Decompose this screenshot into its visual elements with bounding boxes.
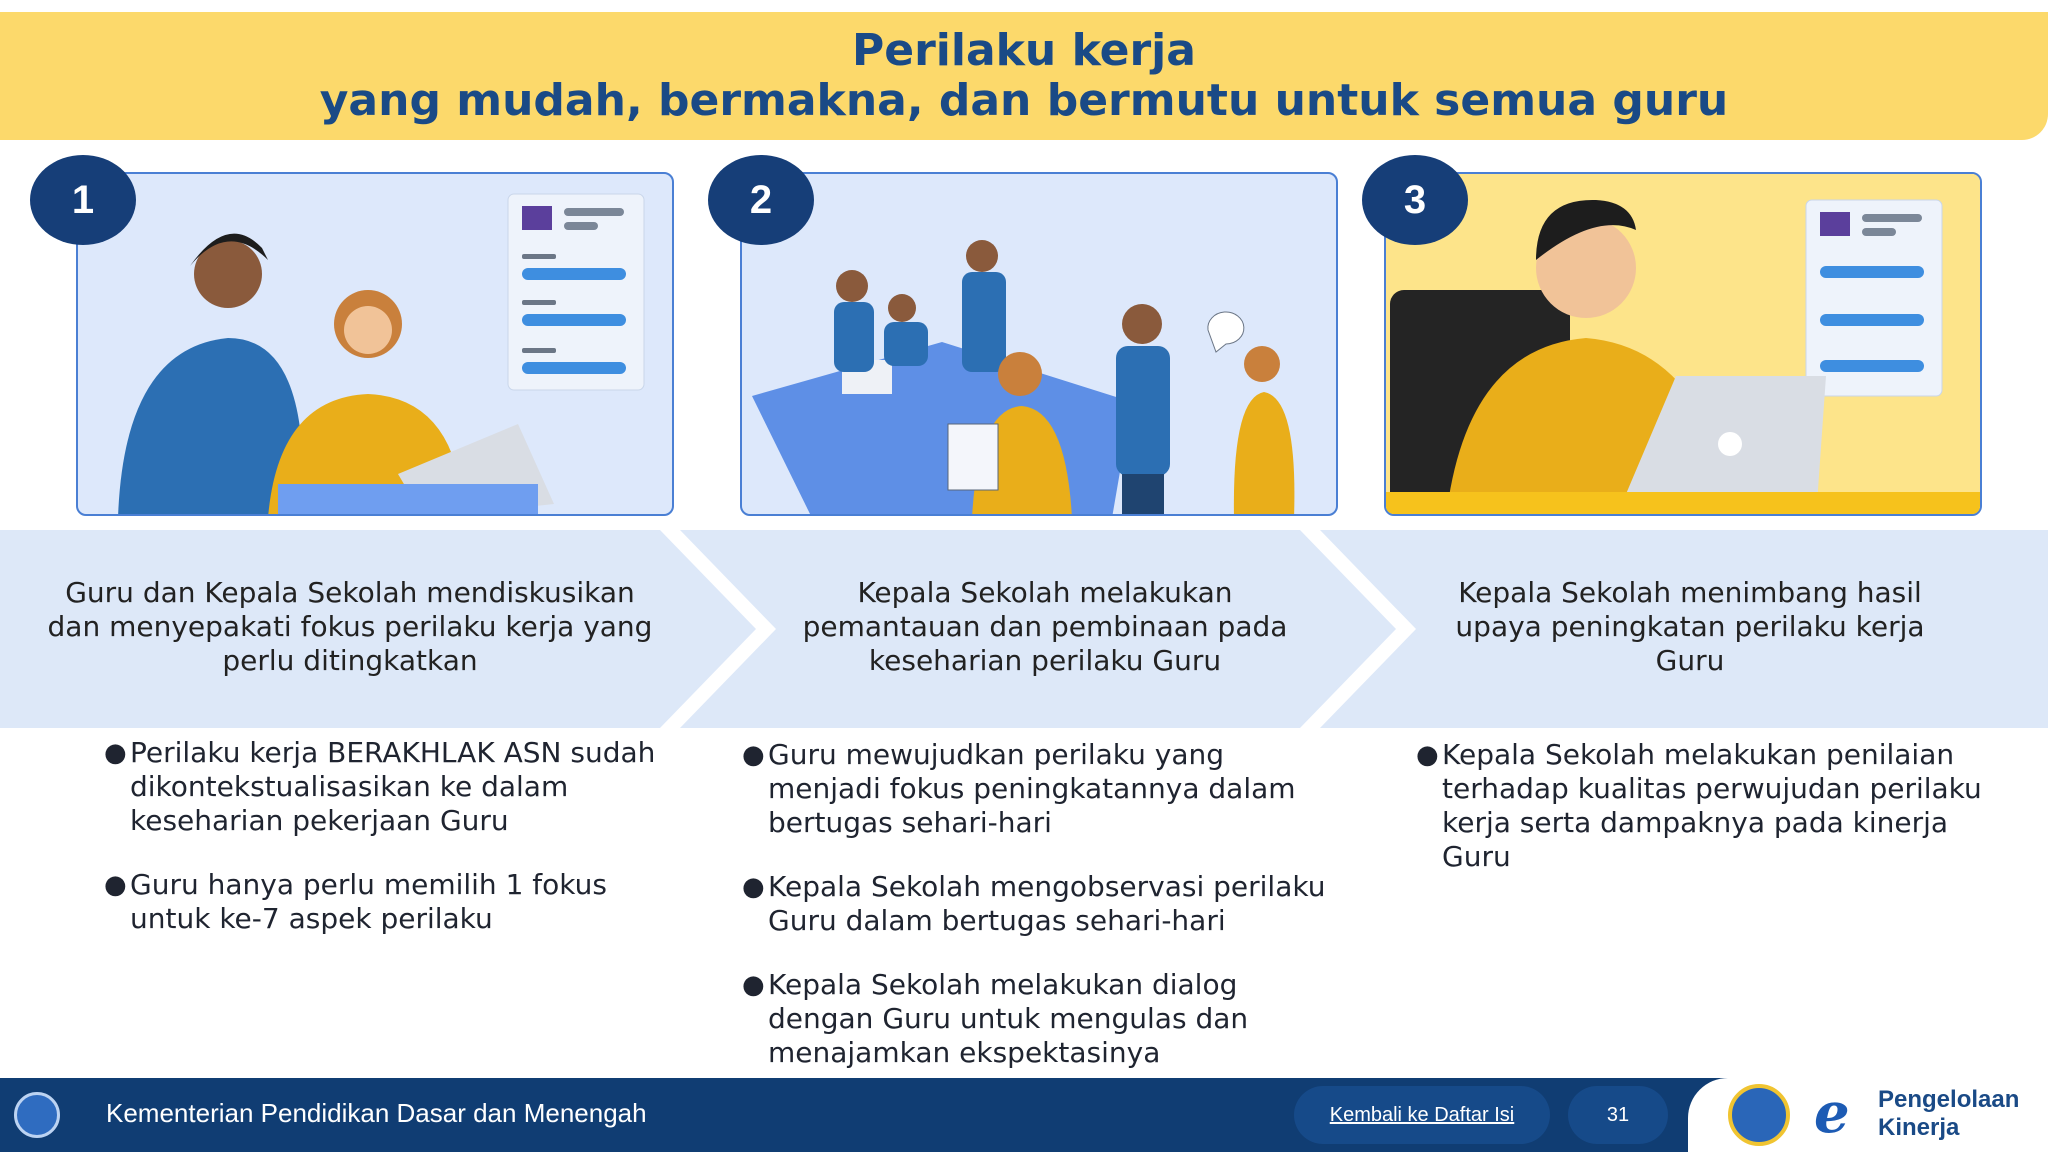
monitoring-illustration bbox=[742, 174, 1338, 516]
illustration-step-1 bbox=[76, 172, 674, 516]
brand-name bbox=[1878, 1086, 2019, 1142]
step-2-bullets bbox=[742, 738, 1336, 1100]
step-badge-2: 2 bbox=[708, 155, 814, 245]
brand-line-2: Kinerja bbox=[1878, 1114, 1960, 1141]
illustration-step-2 bbox=[740, 172, 1338, 516]
pengelolaan-kinerja-logo-icon: e bbox=[1814, 1080, 1850, 1146]
title-line-2: yang mudah, bermakna, dan bermutu untuk semua guru bbox=[319, 75, 1729, 126]
discussion-illustration bbox=[78, 174, 674, 516]
list-item: ● Kepala Sekolah melakukan penilaian terhadap kualitas perwujudan perilaku kerja serta dampaknya pada kinerja Guru bbox=[1416, 738, 1982, 873]
list-item: ● Perilaku kerja BERAKHLAK ASN sudah dikontekstualisasikan ke dalam keseharian pekerjaan Guru bbox=[104, 736, 656, 837]
title-line-1: Perilaku kerja bbox=[852, 25, 1196, 76]
list-item: ● Kepala Sekolah mengobservasi perilaku Guru dalam bertugas sehari-hari bbox=[742, 870, 1326, 937]
list-item: ● Kepala Sekolah melakukan dialog dengan Guru untuk mengulas dan menajamkan ekspektasinya bbox=[742, 968, 1249, 1069]
brand-area bbox=[1688, 1078, 2048, 1152]
ministry-emblem-icon bbox=[1728, 1084, 1790, 1146]
ministry-logo-icon bbox=[14, 1092, 60, 1138]
organization-name: Kementerian Pendidikan Dasar dan Menengah bbox=[106, 1098, 647, 1128]
step-badge-1: 1 bbox=[30, 155, 136, 245]
evaluation-illustration bbox=[1386, 174, 1982, 516]
step-1-description: Guru dan Kepala Sekolah mendiskusikan dan menyepakati fokus perilaku kerja yang perlu ditingkatkan bbox=[47, 576, 653, 677]
step-3-bullets bbox=[1416, 738, 2020, 904]
illustration-step-3 bbox=[1384, 172, 1982, 516]
step-3-description: Kepala Sekolah menimbang hasil upaya peningkatan perilaku kerja Guru bbox=[1455, 576, 1925, 677]
page-number: 31 bbox=[1568, 1086, 1668, 1144]
footer-bar bbox=[0, 1078, 2048, 1152]
list-item: ● Guru mewujudkan perilaku yang menjadi fokus peningkatannya dalam bertugas sehari-hari bbox=[742, 738, 1296, 839]
back-to-contents-link[interactable]: Kembali ke Daftar Isi bbox=[1294, 1086, 1550, 1144]
step-2-description: Kepala Sekolah melakukan pemantauan dan pembinaan pada keseharian perilaku Guru bbox=[802, 576, 1288, 677]
list-item: ● Guru hanya perlu memilih 1 fokus untuk ke-7 aspek perilaku bbox=[104, 868, 607, 935]
title-banner bbox=[0, 12, 2048, 140]
step-badge-3: 3 bbox=[1362, 155, 1468, 245]
step-1-bullets bbox=[104, 736, 668, 966]
brand-line-1: Pengelolaan bbox=[1878, 1086, 2020, 1113]
